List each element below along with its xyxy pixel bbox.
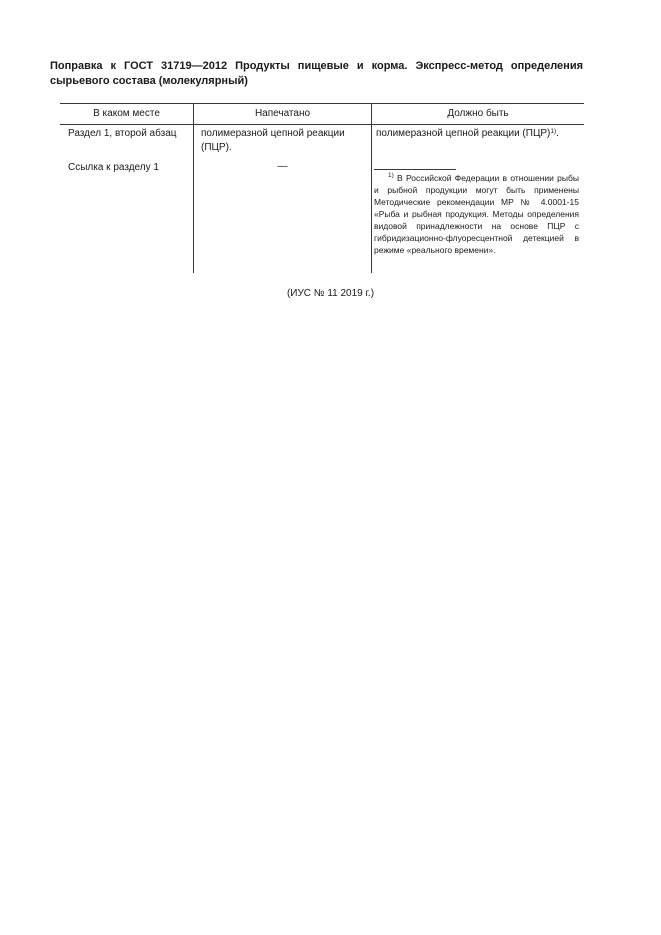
header-where: В каком месте [93,108,160,119]
footnote-text: В Российской Федерации в отношении рыбы и рыбной продукции могут быть применены Методические рекомендации МР № 4.0001-15 «Рыба и рыбная продукция. Методы определения видовой принадлежности на основе ПЦР с гибридизационно-флуоресцентной детекцией в режиме «реального времени». [374,173,579,255]
correction-table [60,103,584,273]
footnote-separator [374,169,456,170]
footnote-reference-mark: 1) [550,128,557,135]
footnote [374,172,579,256]
column-divider-1 [193,103,194,273]
row1-where: Раздел 1, второй абзац [68,128,177,139]
row1-printed: полимеразной цепной реакции (ПЦР). [201,128,345,153]
row1-should-be-end: . [556,128,559,139]
table-header-rule [60,124,584,125]
row1-should-be [376,127,582,141]
header-printed: Напечатано [254,108,311,119]
header-should-be: Должно быть [447,108,509,119]
document-title: Поправка к ГОСТ 31719—2012 Продукты пищевые и корма. Экспресс-метод определения сырьевого состава (молекулярный) [50,60,583,87]
table-top-rule [60,103,584,104]
source-reference: (ИУС № 11 2019 г.) [286,288,375,299]
row2-printed-dash: — [277,161,288,172]
footnote-mark: 1) [388,172,394,179]
row2-where: Ссылка к разделу 1 [68,162,159,173]
row1-should-be-text: полимеразной цепной реакции (ПЦР) [376,128,551,139]
column-divider-2 [371,103,372,273]
